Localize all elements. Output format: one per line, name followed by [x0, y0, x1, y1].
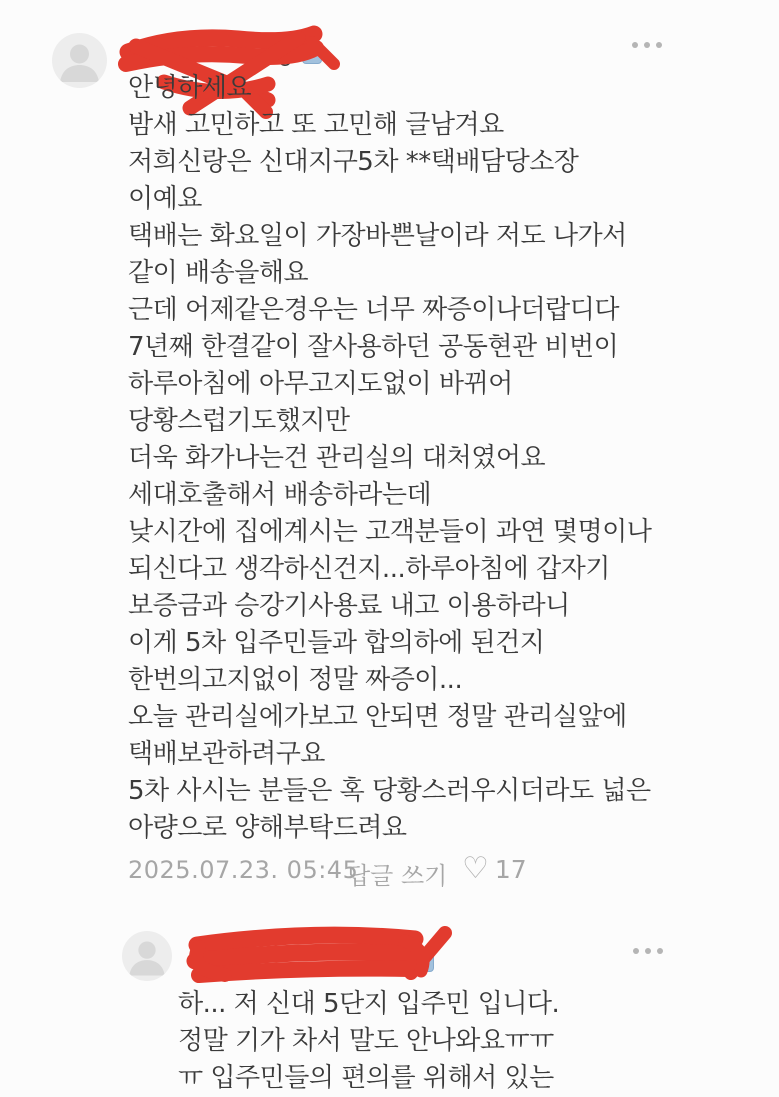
more-options-button[interactable]: [633, 948, 663, 954]
level-badge: 2: [414, 949, 434, 972]
comment-text-line: ㅠ 입주민들의 편의를 위해서 있는: [178, 1063, 554, 1093]
comment-body: [128, 70, 688, 847]
ellipsis-icon: [656, 42, 662, 48]
write-reply-button[interactable]: 답글 쓰기: [347, 862, 448, 890]
avatar[interactable]: [52, 33, 107, 88]
ellipsis-icon: [657, 948, 663, 954]
like-count: 17: [494, 854, 527, 884]
username-fragment[interactable]: 위: [201, 939, 227, 969]
comment-text-line: 같이 배송을해요: [128, 258, 309, 288]
comment-text-line: 세대호출해서 배송하라는데: [128, 480, 432, 510]
comment-text-line: 당황스럽기도했지만: [128, 406, 350, 436]
comment-text-line: 택배보관하려구요: [128, 739, 325, 769]
comment-text-line: 밤새 고민하고 또 고민해 글남겨요: [128, 110, 504, 140]
ellipsis-icon: [632, 42, 638, 48]
comment-text-line: 더욱 화가나는건 관리실의 대처였어요: [128, 443, 546, 473]
comment-text-line: 정말 기가 차서 말도 안나와요ㅠㅠ: [178, 1026, 554, 1056]
ellipsis-icon: [644, 42, 650, 48]
ellipsis-icon: [633, 948, 639, 954]
username-fragment[interactable]: 향: [271, 40, 297, 70]
comment-text-line: 저희신랑은 신대지구5차 **택배담당소장: [128, 147, 579, 177]
ellipsis-icon: [645, 948, 651, 954]
comment-timestamp: 2025.07.23. 05:45: [128, 856, 359, 884]
level-badge: 2: [302, 41, 322, 64]
comment-text-line: 안녕하세요: [128, 73, 252, 103]
comment-text-line: 근데 어제같은경우는 너무 짜증이나더랍디다: [128, 295, 619, 325]
avatar[interactable]: [122, 931, 172, 981]
comment-text-line: 아량으로 양해부탁드려요: [128, 813, 407, 843]
comment-text-line: 택배는 화요일이 가장바쁜날이라 저도 나가서: [128, 221, 627, 251]
comment-text-line: 하... 저 신대 5단지 입주민 입니다.: [178, 989, 560, 1019]
comment-text-line: 되신다고 생각하신건지...하루아침에 갑자기: [128, 554, 610, 584]
comment-footer: [128, 852, 688, 890]
username-fragment[interactable]: 대: [388, 942, 414, 972]
comment-text-line: 한번의고지없이 정말 짜증이...: [128, 665, 463, 695]
comment-text-line: 7년째 한결같이 잘사용하던 공동현관 비번이: [128, 332, 619, 362]
comment-text-line: 이게 5차 입주민들과 합의하에 된건지: [128, 628, 545, 658]
comment-text-line: 5차 사시는 분들은 혹 당황스러우시더라도 넓은: [128, 776, 651, 806]
comment-text-line: 하루아침에 아무고지도없이 바뀌어: [128, 369, 513, 399]
comment-text-line: 오늘 관리실에가보고 안되면 정말 관리실앞에: [128, 702, 627, 732]
comment-text-line: 낮시간에 집에계시는 고객분들이 과연 몇명이나: [128, 517, 652, 547]
person-silhouette-icon: [52, 33, 107, 88]
person-silhouette-icon: [122, 931, 172, 981]
heart-outline-icon: ♡: [462, 851, 489, 886]
like-button[interactable]: [462, 852, 527, 886]
more-options-button[interactable]: [632, 42, 662, 48]
comment-text-line: 보증금과 승강기사용료 내고 이용하라니: [128, 591, 570, 621]
comment-text-line: 이예요: [128, 184, 202, 214]
comment-body: [178, 986, 738, 1097]
